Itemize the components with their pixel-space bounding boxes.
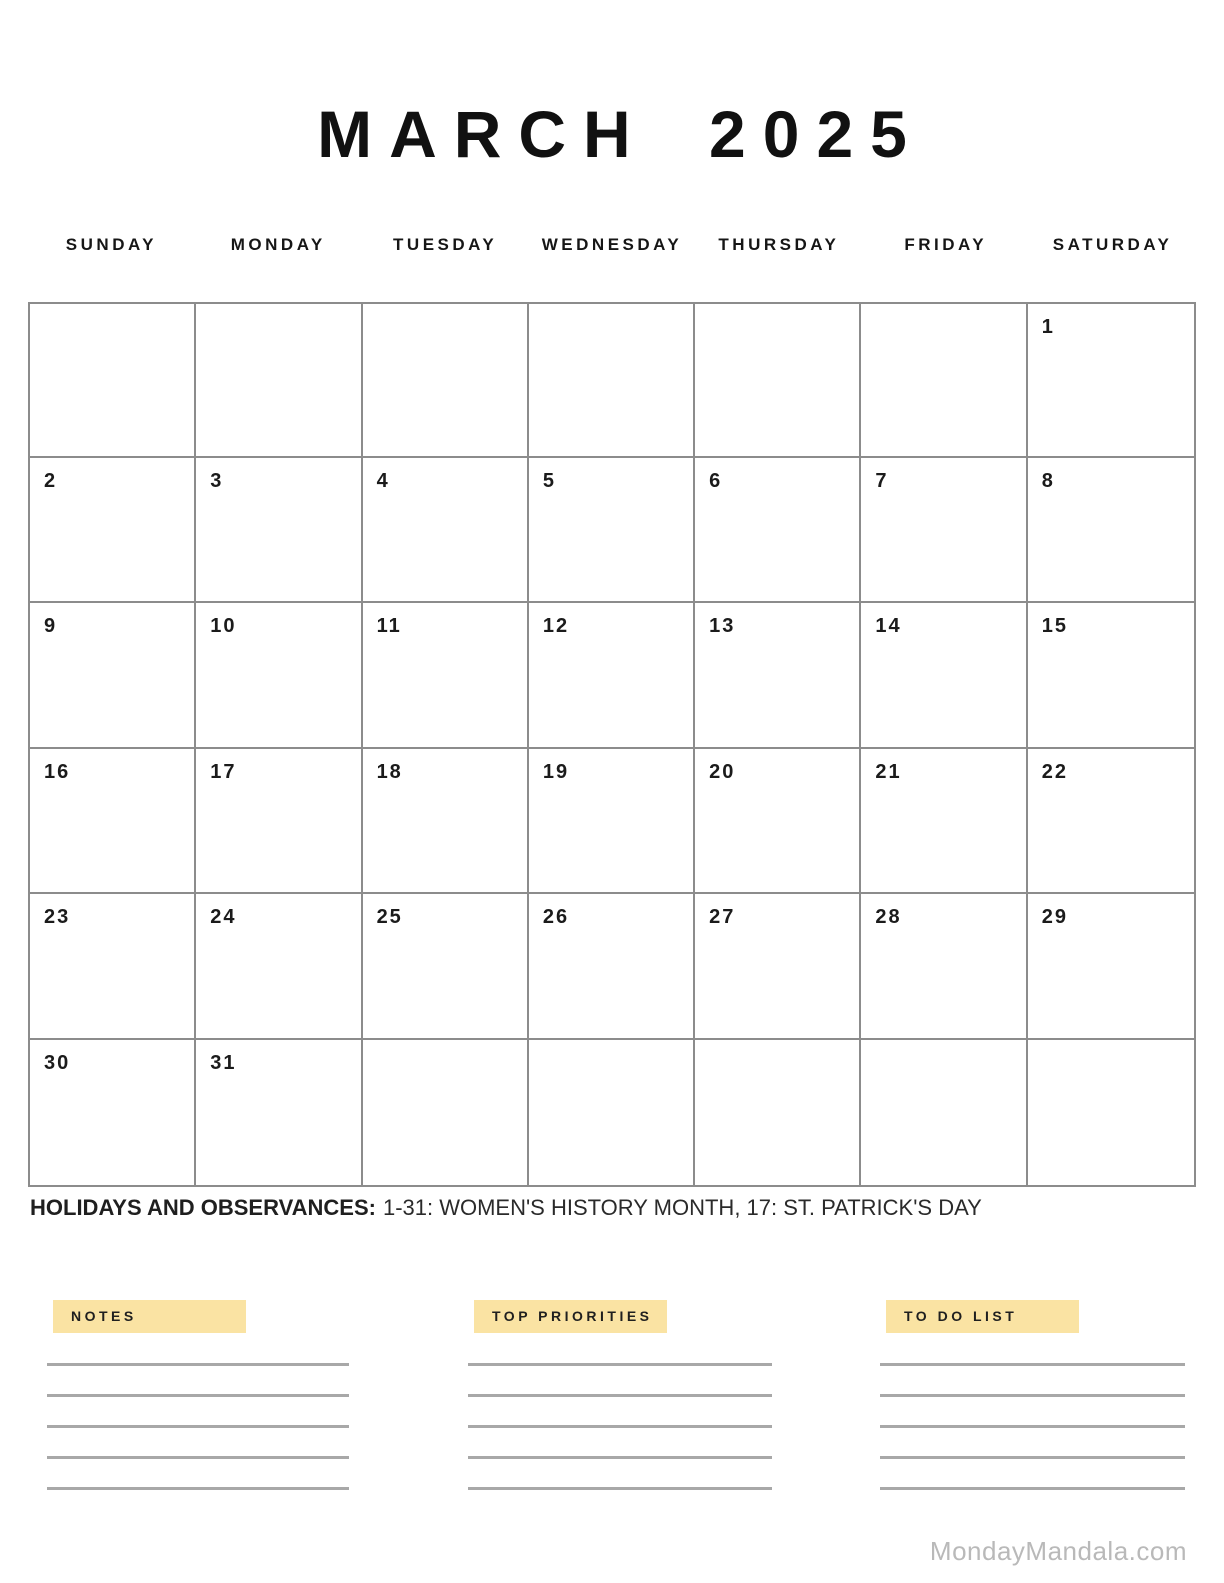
day-number: 25 xyxy=(376,906,403,929)
day-cell-20 xyxy=(695,749,861,894)
ruled-line xyxy=(880,1394,1185,1397)
day-number: 31 xyxy=(210,1051,237,1074)
day-cell-empty xyxy=(695,304,861,458)
day-number: 16 xyxy=(44,760,71,783)
day-number: 10 xyxy=(210,615,237,638)
ruled-line xyxy=(880,1456,1185,1459)
day-number xyxy=(695,1040,859,1053)
day-number: 24 xyxy=(210,906,237,929)
weekday-header-tuesday: TUESDAY xyxy=(393,235,498,254)
section-header-top-priorities: TOP PRIORITIES xyxy=(474,1300,667,1333)
day-number: 5 xyxy=(542,470,556,492)
day-cell-14 xyxy=(861,603,1027,748)
holidays-text: 1-31: WOMEN'S HISTORY MONTH, 17: ST. PATRICK'S DAY xyxy=(382,1195,982,1220)
day-cell-31 xyxy=(196,1040,362,1185)
day-number xyxy=(695,304,859,317)
day-cell-30 xyxy=(30,1040,196,1185)
ruled-line xyxy=(47,1425,349,1428)
day-number xyxy=(363,1040,527,1053)
ruled-line xyxy=(880,1363,1185,1366)
ruled-line xyxy=(468,1456,772,1459)
day-number: 30 xyxy=(44,1051,71,1074)
day-cell-12 xyxy=(529,603,695,748)
day-cell-19 xyxy=(529,749,695,894)
day-cell-empty xyxy=(196,304,362,458)
day-cell-3 xyxy=(196,458,362,603)
day-number xyxy=(196,304,360,317)
day-cell-2 xyxy=(30,458,196,603)
day-cell-7 xyxy=(861,458,1027,603)
day-cell-empty xyxy=(1028,1040,1194,1185)
day-number xyxy=(1028,1040,1194,1053)
watermark-text: MondayMandala.com xyxy=(929,1536,1187,1566)
day-number: 15 xyxy=(1041,615,1068,638)
day-cell-22 xyxy=(1028,749,1194,894)
day-number: 3 xyxy=(210,470,224,492)
day-cell-8 xyxy=(1028,458,1194,603)
day-cell-18 xyxy=(363,749,529,894)
ruled-line xyxy=(47,1394,349,1397)
ruled-line xyxy=(468,1363,772,1366)
day-cell-29 xyxy=(1028,894,1194,1039)
day-number: 18 xyxy=(376,760,403,783)
day-cell-23 xyxy=(30,894,196,1039)
day-cell-16 xyxy=(30,749,196,894)
weekday-header-saturday: SATURDAY xyxy=(1052,235,1173,254)
day-number: 12 xyxy=(542,615,570,638)
day-number: 11 xyxy=(376,615,402,638)
day-number: 17 xyxy=(210,760,237,783)
day-cell-9 xyxy=(30,603,196,748)
day-number: 19 xyxy=(542,760,570,783)
day-number: 27 xyxy=(709,906,736,929)
day-cell-4 xyxy=(363,458,529,603)
day-cell-empty xyxy=(529,1040,695,1185)
section-header-to-do-list: TO DO LIST xyxy=(886,1300,1079,1333)
day-cell-15 xyxy=(1028,603,1194,748)
ruled-line xyxy=(468,1425,772,1428)
day-cell-empty xyxy=(529,304,695,458)
day-cell-11 xyxy=(363,603,529,748)
day-cell-1 xyxy=(1028,304,1194,458)
day-number: 4 xyxy=(376,470,390,492)
weekday-header-monday: MONDAY xyxy=(230,235,326,254)
day-cell-28 xyxy=(861,894,1027,1039)
day-number xyxy=(30,304,194,317)
day-number: 7 xyxy=(875,470,889,492)
calendar-grid xyxy=(28,302,1196,1187)
weekday-header-friday: FRIDAY xyxy=(904,235,988,254)
day-cell-6 xyxy=(695,458,861,603)
day-cell-17 xyxy=(196,749,362,894)
day-number: 29 xyxy=(1041,906,1068,929)
day-cell-27 xyxy=(695,894,861,1039)
holidays-label: HOLIDAYS AND OBSERVANCES: xyxy=(30,1195,376,1220)
day-number: 13 xyxy=(709,615,736,638)
day-number xyxy=(529,1040,693,1053)
day-number: 9 xyxy=(44,615,58,638)
ruled-line xyxy=(47,1363,349,1366)
day-cell-10 xyxy=(196,603,362,748)
day-number xyxy=(861,1040,1025,1053)
day-cell-13 xyxy=(695,603,861,748)
day-number xyxy=(861,304,1025,317)
holidays-line xyxy=(30,1194,1190,1221)
day-cell-26 xyxy=(529,894,695,1039)
day-number: 21 xyxy=(875,760,902,783)
weekday-header-thursday: THURSDAY xyxy=(718,235,840,254)
day-number: 6 xyxy=(709,470,723,492)
day-cell-25 xyxy=(363,894,529,1039)
day-cell-5 xyxy=(529,458,695,603)
ruled-line xyxy=(880,1425,1185,1428)
day-number: 14 xyxy=(875,615,902,638)
day-number: 1 xyxy=(1041,316,1055,338)
ruled-line xyxy=(468,1487,772,1490)
day-cell-empty xyxy=(363,304,529,458)
day-number: 2 xyxy=(44,470,58,492)
section-header-notes: NOTES xyxy=(53,1300,246,1333)
top-priorities-section xyxy=(468,1300,772,1490)
day-cell-empty xyxy=(363,1040,529,1185)
ruled-line xyxy=(47,1456,349,1459)
day-cell-empty xyxy=(861,304,1027,458)
ruled-line xyxy=(468,1394,772,1397)
day-number: 28 xyxy=(875,906,902,929)
weekday-header-row xyxy=(28,234,1196,256)
day-number: 22 xyxy=(1041,760,1068,783)
weekday-header-sunday: SUNDAY xyxy=(65,235,158,254)
day-cell-21 xyxy=(861,749,1027,894)
day-cell-empty xyxy=(695,1040,861,1185)
ruled-line xyxy=(880,1487,1185,1490)
notes-section xyxy=(47,1300,349,1490)
day-number: 26 xyxy=(542,906,570,929)
day-number: 8 xyxy=(1041,470,1055,492)
day-number xyxy=(529,304,693,317)
ruled-line xyxy=(47,1487,349,1490)
month-title: MARCH 2025 xyxy=(317,97,924,171)
weekday-header-wednesday: WEDNESDAY xyxy=(541,235,683,254)
day-cell-24 xyxy=(196,894,362,1039)
day-number: 23 xyxy=(44,906,71,929)
to-do-list-section xyxy=(880,1300,1185,1490)
day-number: 20 xyxy=(709,760,736,783)
day-cell-empty xyxy=(861,1040,1027,1185)
day-cell-empty xyxy=(30,304,196,458)
day-number xyxy=(363,304,527,317)
